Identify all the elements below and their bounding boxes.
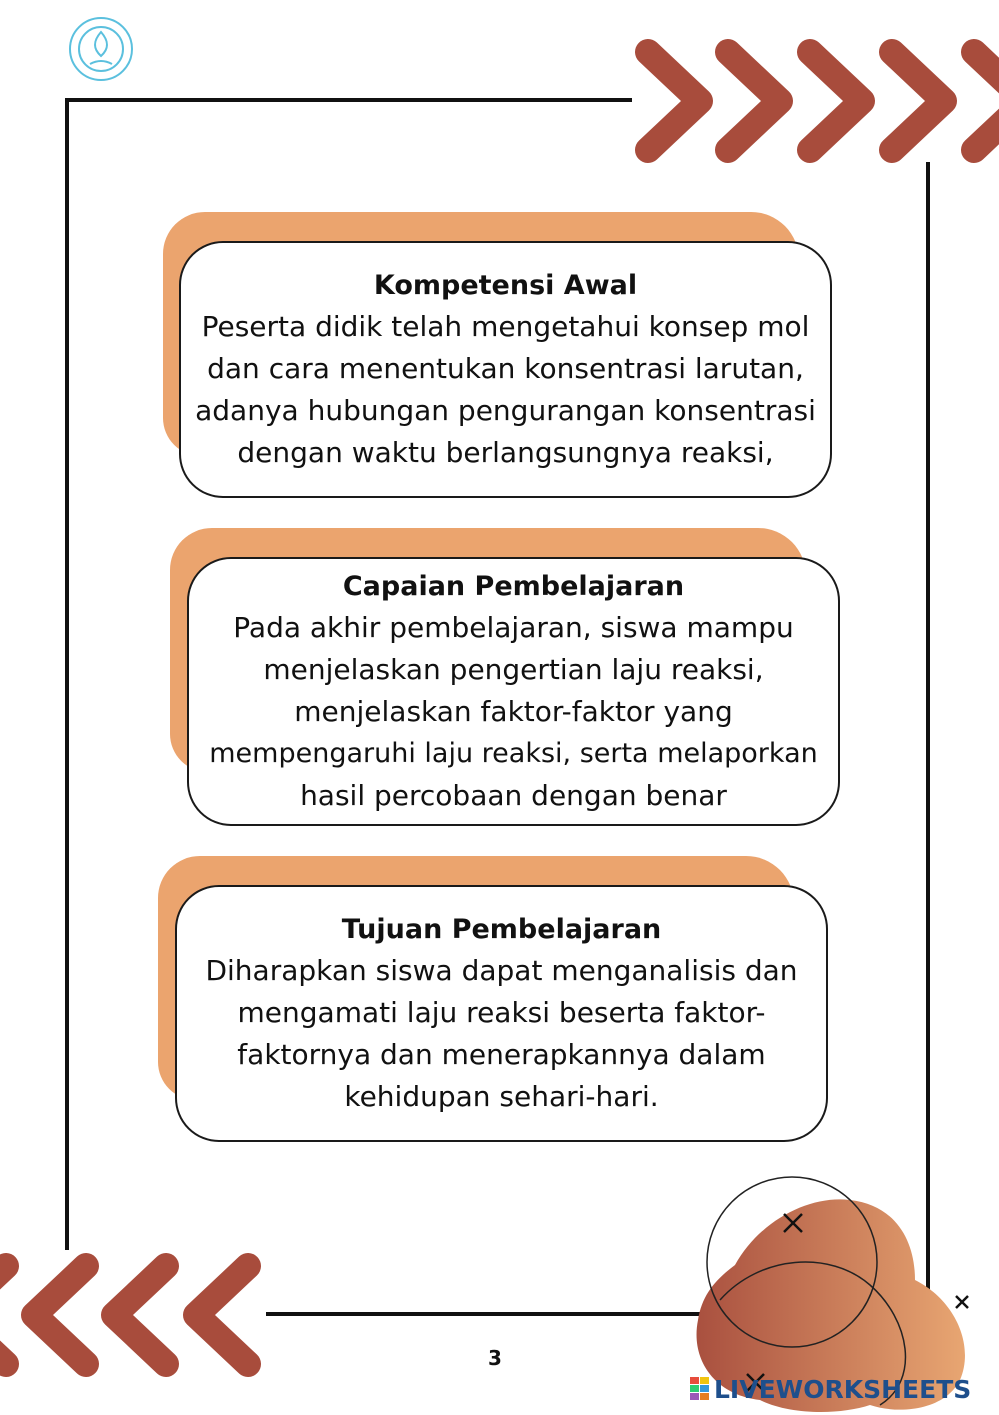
- liveworksheets-logo-icon: [690, 1377, 710, 1401]
- chevron-right-icon: [648, 52, 999, 150]
- card-line: menjelaskan faktor-faktor yang: [294, 694, 733, 728]
- chevron-left-icon: [0, 1266, 248, 1364]
- card-line: adanya hubungan pengurangan konsentrasi: [195, 393, 816, 427]
- card-line: Diharapkan siswa dapat menganalisis dan: [205, 953, 798, 987]
- liveworksheets-watermark[interactable]: [690, 1371, 971, 1407]
- card-line: menjelaskan pengertian laju reaksi,: [263, 652, 764, 686]
- card-line: Pada akhir pembelajaran, siswa mampu: [233, 610, 794, 644]
- card-line: mempengaruhi laju reaksi, serta melaporkan: [209, 737, 818, 769]
- card-kompetensi-awal: [179, 241, 832, 498]
- card-line: Peserta didik telah mengetahui konsep mol: [201, 309, 810, 343]
- card-capaian-pembelajaran: [187, 557, 840, 826]
- card-title: Kompetensi Awal: [373, 269, 638, 301]
- university-seal-icon: [70, 18, 132, 80]
- card-line: dan cara menentukan konsentrasi larutan,: [207, 351, 804, 385]
- card-line: faktornya dan menerapkannya dalam: [237, 1037, 766, 1071]
- card-title: Tujuan Pembelajaran: [341, 913, 662, 945]
- page-number: 3: [488, 1346, 502, 1370]
- card-line: mengamati laju reaksi beserta faktor-: [237, 995, 766, 1029]
- card-line: dengan waktu berlangsungnya reaksi,: [237, 435, 774, 469]
- card-title: Capaian Pembelajaran: [342, 570, 685, 602]
- card-line: kehidupan sehari-hari.: [344, 1079, 659, 1113]
- watermark-text: LIVEWORKSHEETS: [714, 1374, 972, 1404]
- card-line: hasil percobaan dengan benar: [300, 778, 727, 812]
- card-tujuan-pembelajaran: [175, 885, 828, 1142]
